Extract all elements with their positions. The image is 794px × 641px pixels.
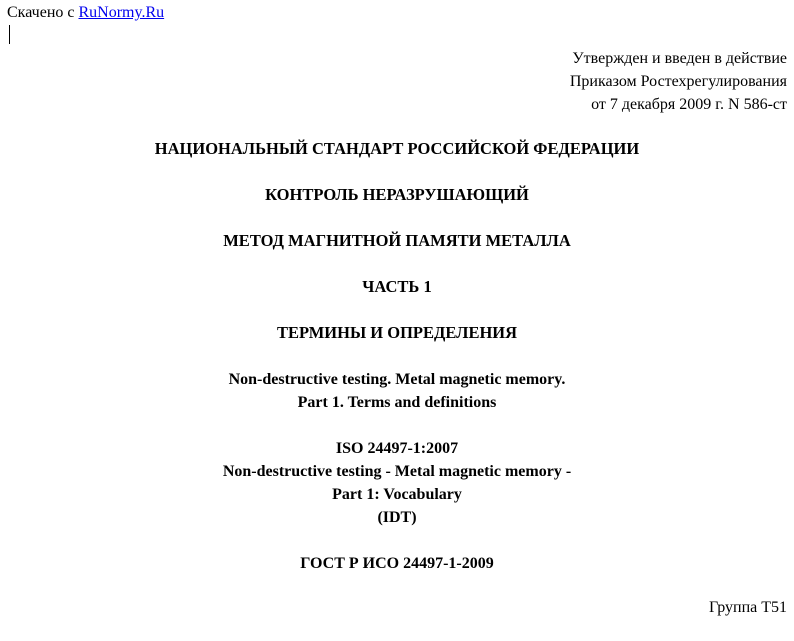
iso-number: ISO 24497-1:2007 <box>335 440 459 457</box>
control-title: КОНТРОЛЬ НЕРАЗРУШАЮЩИЙ <box>265 185 529 204</box>
english-title-line-1: Non-destructive testing. Metal magnetic memory. <box>228 371 566 388</box>
iso-equivalence: (IDT) <box>377 509 417 526</box>
terms-title: ТЕРМИНЫ И ОПРЕДЕЛЕНИЯ <box>276 323 518 342</box>
iso-title-line-1: Non-destructive testing - Metal magnetic memory - <box>222 463 572 480</box>
method-title: МЕТОД МАГНИТНОЙ ПАМЯТИ МЕТАЛЛА <box>223 231 571 250</box>
text-cursor <box>9 25 10 44</box>
gost-designation: ГОСТ Р ИСО 24497-1-2009 <box>300 555 494 572</box>
national-standard-title: НАЦИОНАЛЬНЫЙ СТАНДАРТ РОССИЙСКОЙ ФЕДЕРАЦИИ <box>154 139 640 158</box>
english-title-line-2: Part 1. Terms and definitions <box>297 394 497 411</box>
approval-line-1: Утвержден и введен в действие <box>572 50 787 67</box>
source-link[interactable]: RuNormy.Ru <box>78 4 165 21</box>
approval-line-2: Приказом Ростехрегулирования <box>569 73 787 90</box>
group-label: Группа Т51 <box>708 599 787 616</box>
approval-block <box>570 47 787 116</box>
iso-title-line-2: Part 1: Vocabulary <box>332 486 462 503</box>
part-title: ЧАСТЬ 1 <box>362 277 432 296</box>
source-note <box>7 3 164 22</box>
source-prefix: Скачено с <box>7 4 75 21</box>
approval-line-3: от 7 декабря 2009 г. N 586-ст <box>591 96 787 113</box>
